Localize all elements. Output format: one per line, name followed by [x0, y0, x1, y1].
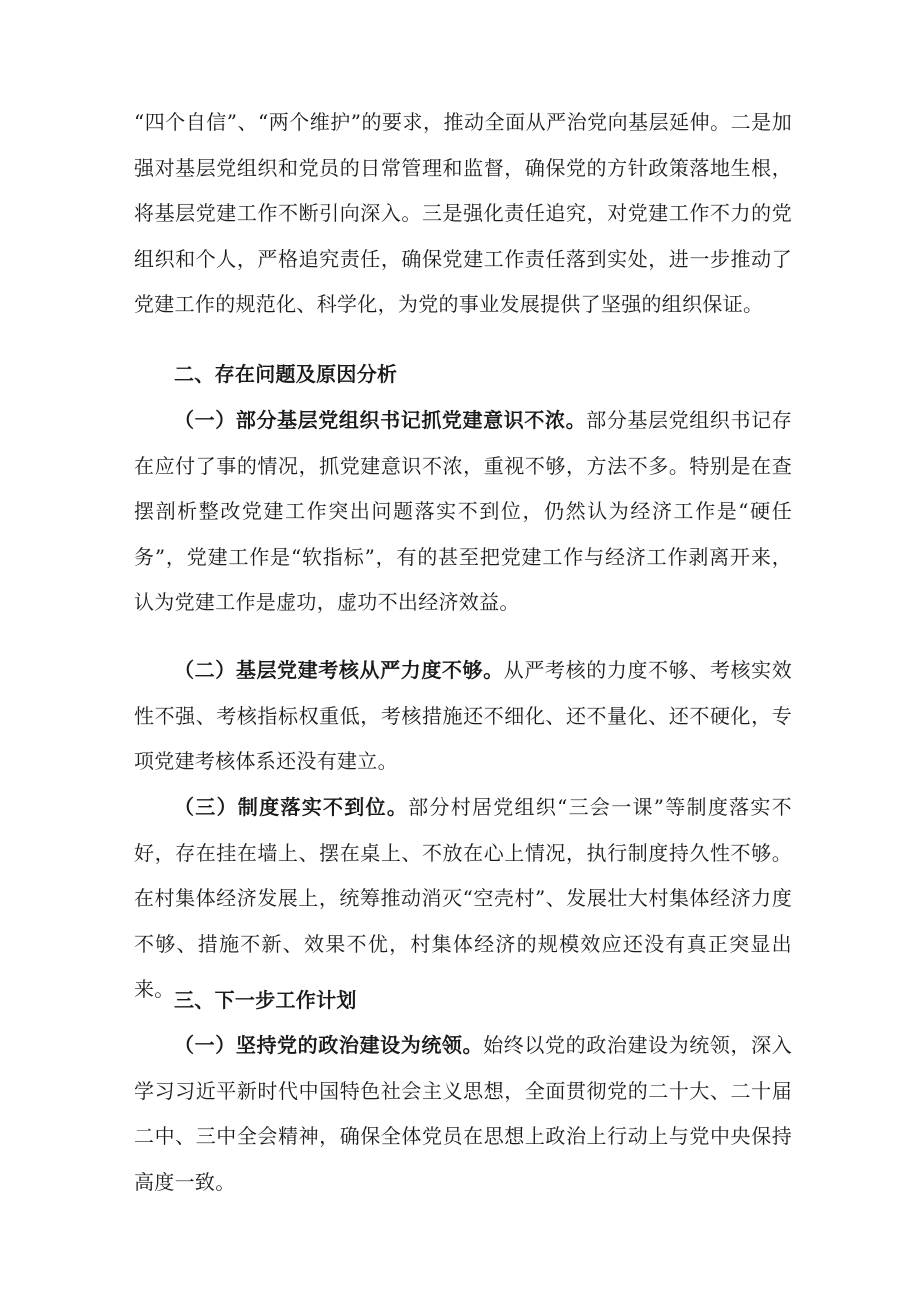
paragraph-lead: （三）制度落实不到位。	[174, 795, 409, 819]
section-heading-problems: 二、存在问题及原因分析	[174, 362, 398, 386]
paragraph-lead: （一）坚持党的政治建设为统领。	[174, 1033, 484, 1057]
paragraph-body: 从严考核的力度不够、考核实效性不强、考核指标权重低，考核措施还不细化、还不量化、还不硬化，专项党建考核体系还没有建立。	[134, 658, 792, 774]
paragraph-body: 部分村居党组织“三会一课”等制度落实不好，存在挂在墙上、摆在桌上、不放在心上情况，执行制度持久性不够。在村集体经济发展上，统筹推动消灭“空壳村”、发展壮大村集体经济力度不够、措施不新、效果不优，村集体经济的规模效应还没有真正突显出来。	[134, 795, 792, 1002]
paragraph-problem-1	[134, 398, 792, 626]
paragraph-plan-1	[134, 1023, 792, 1205]
paragraph-lead: （二）基层党建考核从严力度不够。	[174, 658, 504, 682]
section-heading-plan: 三、下一步工作计划	[174, 988, 357, 1012]
paragraph-body: 部分基层党组织书记存在应付了事的情况，抓党建意识不浓，重视不够，方法不多。特别是在查摆剖析整改党建工作突出问题落实不到位，仍然认为经济工作是“硬任务”，党建工作是“软指标”，有的甚至把党建工作与经济工作剥离开来，认为党建工作是虚功，虚功不出经济效益。	[134, 408, 793, 615]
paragraph-body: 始终以党的政治建设为统领，深入学习习近平新时代中国特色社会主义思想，全面贯彻党的二十大、二十届二中、三中全会精神，确保全体党员在思想上政治上行动上与党中央保持高度一致。	[134, 1033, 793, 1194]
paragraph-continuation: “四个自信”、“两个维护”的要求，推动全面从严治党向基层延伸。二是加强对基层党组织和党员的日常管理和监督，确保党的方针政策落地生根，将基层党建工作不断引向深入。三是强化责任追究，对党建工作不力的党组织和个人，严格追究责任，确保党建工作责任落到实处，进一步推动了党建工作的规范化、科学化，为党的事业发展提供了坚强的组织保证。	[134, 110, 792, 317]
paragraph-problem-2	[134, 648, 792, 785]
paragraph-lead: （一）部分基层党组织书记抓党建意识不浓。	[174, 408, 587, 432]
